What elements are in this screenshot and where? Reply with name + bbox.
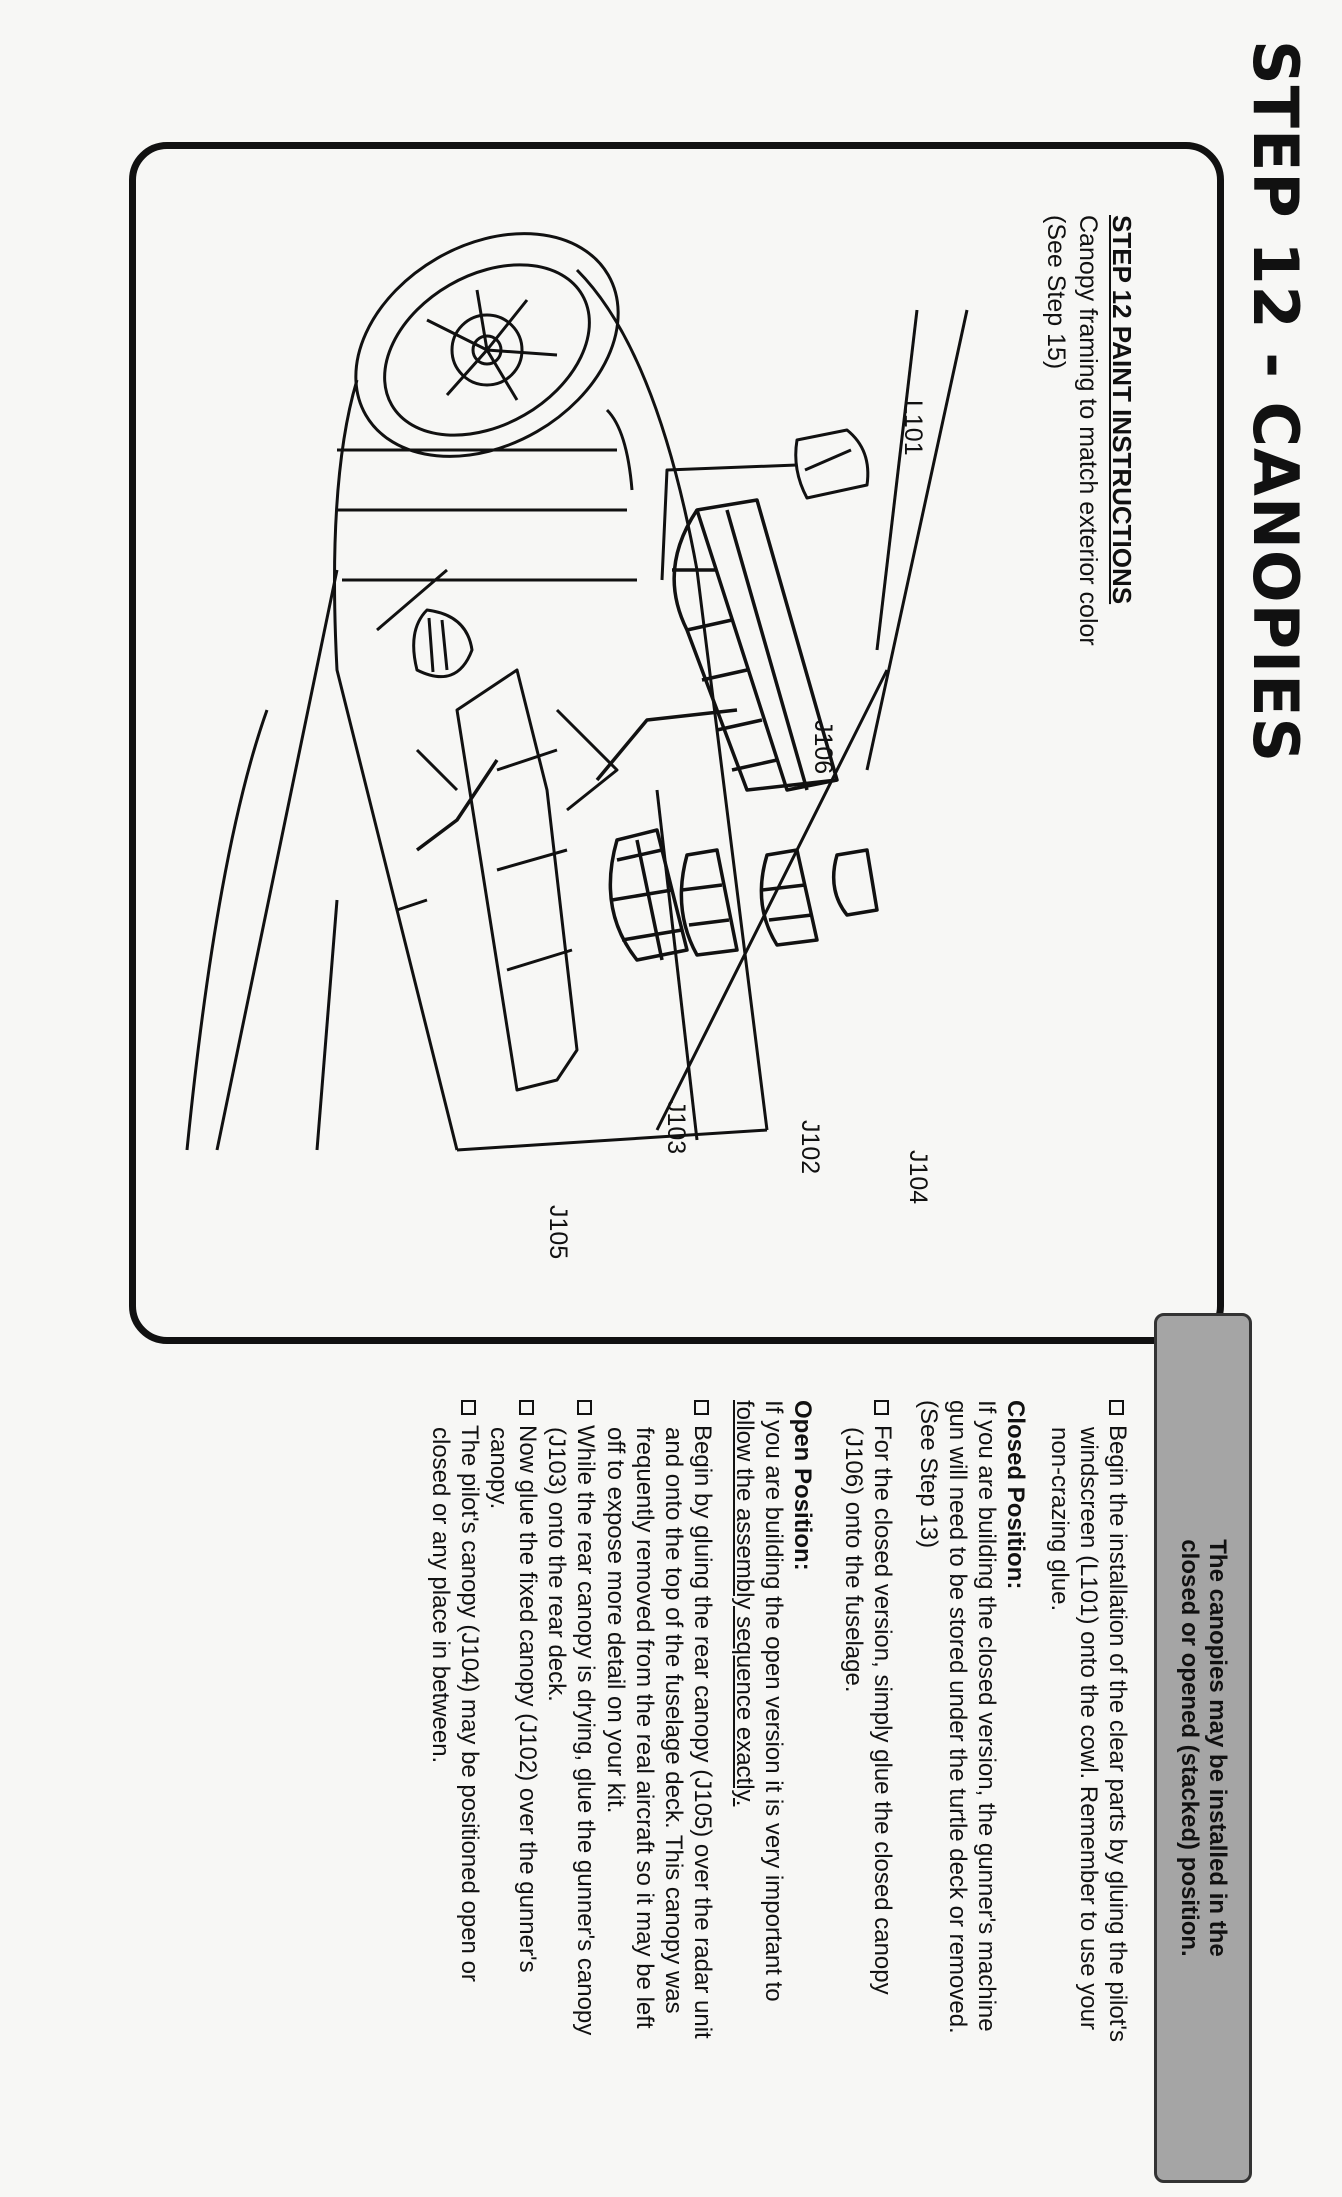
paint-instructions-line: (See Step 15) — [1042, 215, 1070, 370]
part-label-j103: J103 — [662, 1100, 690, 1155]
checkbox-icon[interactable] — [519, 1400, 534, 1415]
text-line: off to expose more detail on your kit. — [602, 1427, 629, 1814]
text-line: While the rear canopy is drying, glue the gunner's canopy — [572, 1425, 599, 2036]
closed-position-heading: Closed Position: — [1002, 1400, 1029, 1590]
open-step-4 — [426, 1400, 484, 1982]
closed-position-section — [914, 1400, 1030, 2034]
text-line: (J103) onto the rear deck. — [543, 1427, 570, 1702]
open-step-1 — [601, 1400, 717, 2039]
text-line: If you are building the open version it is very important to — [760, 1400, 787, 2002]
text-line: closed or any place in between. — [427, 1427, 454, 1764]
checkbox-icon[interactable] — [1109, 1400, 1124, 1415]
canopy-j102-drawing — [681, 850, 737, 955]
open-position-section — [730, 1400, 817, 2002]
text-line: Begin the installation of the clear parts by gluing the pilot's — [1104, 1425, 1131, 2042]
open-position-heading: Open Position: — [789, 1400, 816, 1571]
text-line: (J106) onto the fuselage. — [840, 1427, 867, 1693]
text-line: Now glue the fixed canopy (J102) over the gunner's — [514, 1425, 541, 1973]
checkbox-icon[interactable] — [694, 1400, 709, 1415]
text-line: and onto the top of the fuselage deck. This canopy was — [660, 1427, 687, 2014]
windscreen-l101-drawing — [662, 430, 868, 580]
checkbox-icon[interactable] — [874, 1400, 889, 1415]
part-label-j105: J105 — [544, 1205, 572, 1260]
open-step-3 — [484, 1400, 542, 1973]
engine-cowl-drawing — [316, 188, 658, 501]
checkbox-icon[interactable] — [461, 1400, 476, 1415]
part-label-j104: J104 — [904, 1150, 932, 1205]
position-banner — [1154, 1313, 1252, 2183]
text-line: frequently removed from the real aircraft so it may be left — [631, 1427, 658, 2029]
banner-line: closed or opened (stacked) position. — [1176, 1539, 1203, 1957]
text-line: follow the assembly sequence exactly. — [731, 1400, 758, 1807]
text-line: windscreen (L101) onto the cowl. Remember to use your — [1075, 1427, 1102, 2030]
paint-instructions-line: Canopy framing to match exterior color — [1074, 215, 1102, 646]
canopy-j106-drawing — [597, 500, 837, 790]
open-step-2 — [542, 1400, 600, 2035]
text-line: canopy. — [485, 1427, 512, 1510]
text-line: Begin by gluing the rear canopy (J105) over the radar unit — [689, 1425, 716, 2039]
text-line: The pilot's canopy (J104) may be positioned open or — [456, 1425, 483, 1982]
part-label-j106: J106 — [809, 720, 837, 775]
text-line: gun will need to be stored under the turtle deck or removed. — [944, 1400, 971, 2034]
text-line: non-crazing glue. — [1046, 1427, 1073, 1612]
page-title: STEP 12 - CANOPIES — [1239, 40, 1312, 764]
banner-line: The canopies may be installed in the — [1204, 1539, 1231, 1957]
text-line: If you are building the closed version, the gunner's machine — [973, 1400, 1000, 2032]
paint-instructions-heading: STEP 12 PAINT INSTRUCTIONS — [1107, 215, 1137, 605]
fuselage-drawing — [335, 270, 768, 1150]
assembly-diagram — [132, 150, 1217, 1340]
checkbox-icon[interactable] — [577, 1400, 592, 1415]
text-line: For the closed version, simply glue the closed canopy — [869, 1425, 896, 1995]
closed-step — [839, 1400, 897, 1995]
text-line: (See Step 13) — [915, 1400, 942, 1549]
intro-step — [1045, 1400, 1132, 2042]
part-label-j102: J102 — [796, 1120, 824, 1175]
part-label-l101: L101 — [899, 400, 927, 456]
